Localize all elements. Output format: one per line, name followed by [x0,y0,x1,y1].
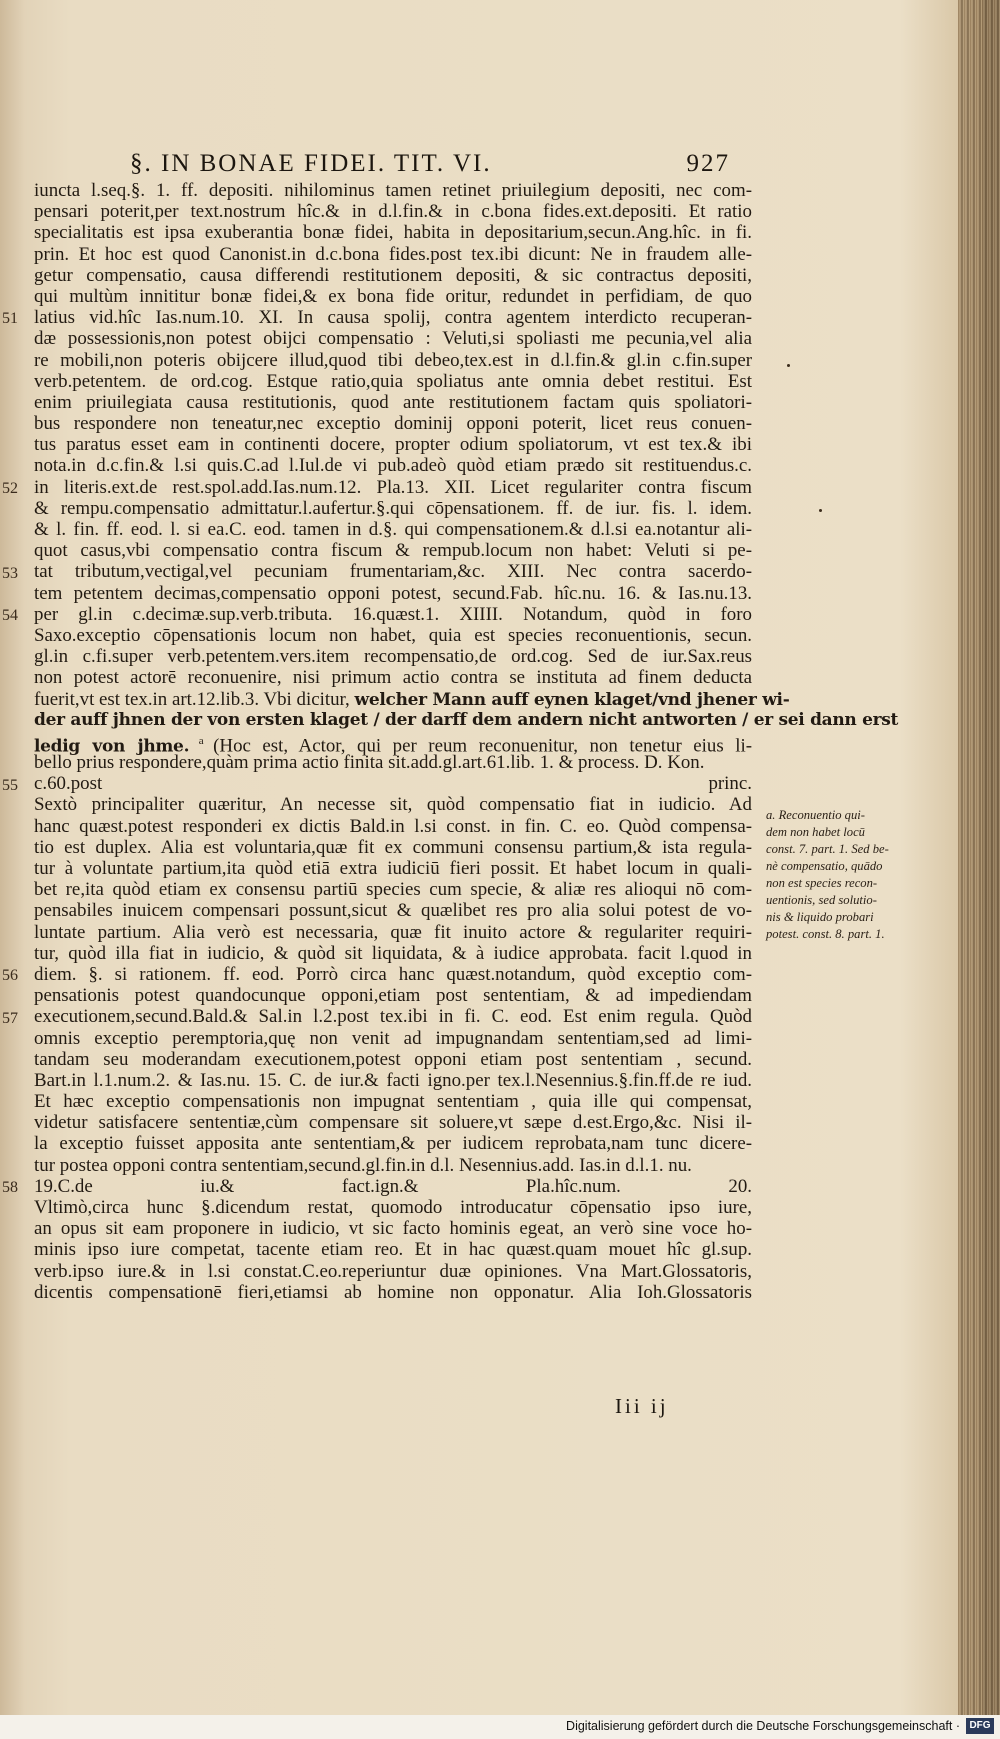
text-line: dicentis compensationē fieri,etiamsi ab homine non opponatur. Alia Ioh.Glossatoris [34,1281,752,1303]
text-line: tem petentem decimas,compensatio opponi potest, secund.Fab. hîc.nu. 16. & Ias.nu.13. [34,582,752,604]
marginal-note [766,807,944,943]
text-line: omnis exceptio peremptoria,quę non venit ad impugnandam sententiam,sed ad limi- [34,1027,752,1049]
marginal-note-line: nè compensatio, quādo [766,859,883,873]
text-line: nota.in d.c.fin.& l.si quis.C.ad l.Iul.de vi pub.adeò quòd etiam prædo sit restituendus.c. [34,455,752,477]
text-line [34,731,752,757]
text-line: luntate partium. Alia verò est necessaria, quæ fit inuito actore & regulariter requiri- [34,921,752,943]
ink-speck [819,509,822,512]
text-line: gl.in c.fi.super verb.petentem.vers.item recompensatio,de ord.cog. Sed de iur.Sax.reus [34,646,752,668]
text-line: la exceptio fuisset apposita ante sententiam,& per iudicem reprobata,nam tunc dicere- [34,1133,752,1155]
marginal-note-line: nis & liquido probari [766,910,874,924]
text-line: tur à voluntate partium,ita quòd etiā extra iudiciū fieri possit. Et habet locum in quali- [34,858,752,879]
footer-credit: Digitalisierung gefördert durch die Deutsche Forschungsgemeinschaft · [566,1719,960,1733]
text-line: enim priuilegiata causa restitutionis, quod ante restitutionem factam quis spoliatori- [34,391,752,413]
marginal-note-line: non est species recon- [766,876,878,890]
text-line: qui multùm innititur bonæ fidei,& ex bona fide oritur, redundet in perfidiam, de quo [34,285,752,307]
text-line-rest: (Hoc est, Actor, qui per reum reconuenitur, non tenetur eius li- [213,735,752,757]
text-line [34,688,790,710]
page-fore-edge [958,0,1000,1715]
text-line: bello prius respondere,quàm prima actio finita sit.add.gl.art.61.lib. 1. & process. D. Kon. [34,752,705,774]
text-line: Sextò principaliter quæritur, An necesse sit, quòd compensatio fiat in iudicio. Ad [34,794,752,816]
footnote-marker: a [189,734,214,747]
page-number: 927 [686,150,730,177]
margin-number: 51 [2,310,18,328]
text-line: an opus sit eam proponere in iudicio, vt sic facto hominis egeat, an verò sine voce ho- [34,1218,752,1240]
margin-number: 55 [2,776,18,794]
margin-number: 54 [2,607,18,624]
text-line: per gl.in c.decimæ.sup.verb.tributa. 16.quæst.1. XIIII. Notandum, quòd in foro [34,603,752,625]
german-quote: welcher Mann auff eynen klaget/vnd jhener wi- [354,689,790,710]
text-line: non potest actorē reconuenire, nisi primum actio contra se instituta ad finem deducta [34,667,752,689]
text-line: tandam seu moderandam executionem,potest opponi etiam post sententiam , secund. [34,1048,752,1070]
text-line: quot casus,vbi compensatio contra fiscum & rempub.locum non habet: Veluti si pe- [34,540,752,562]
dfg-logo: DFG [966,1718,994,1734]
text-line: bus respondere non teneatur,nec exceptio dominij opponi poterit, licet reus conuen- [34,413,752,435]
text-line: verb.ipso iure.& in l.si constat.C.eo.reperiuntur duæ opiniones. Vna Mart.Glossatoris, [34,1260,752,1282]
text-line: Vltimò,circa hunc §.dicendum restat, quomodo introducatur cōpensatio ipso iure, [34,1197,752,1218]
text-line: executionem,secund.Bald.& Sal.in l.2.post tex.ibi in fi. C. eod. Est enim regula. Quòd [34,1006,752,1028]
text-line: latius vid.hîc Ias.num.10. XI. In causa spolij, contra agentem interdicto recuperan- [34,307,752,329]
text-line: Bart.in l.1.num.2. & Ias.nu. 15. C. de iur.& facti igno.per tex.l.Nesennius.§.fin.ff.de re iud. [34,1069,752,1091]
text-line: prin. Et hoc est quod Canonist.in d.c.bona fides.post tex.ibi dicunt: Ne in fraudem alle- [34,243,752,265]
text-line: videtur satisfacere sententiæ,cùm compensare sit soluere,vt sæpe d.est.Ergo,&c. Nisi il- [34,1112,752,1134]
text-line: tur postea opponi contra sententiam,secund.gl.fin.in d.l. Nesennius.add. Ias.in d.l.1. nu. [34,1154,692,1176]
marginal-note-line: potest. const. 8. part. 1. [766,927,885,941]
text-line: der auff jhnen der von ersten klaget / der darff dem andern nicht antworten / er sei dann erst [34,709,899,730]
text-line: specialitatis est ipsa exuberantia bonæ fidei, habita in depositarium,secun.Ang.hîc. in fi. [34,222,752,244]
margin-number: 58 [2,1179,18,1197]
text-line: re mobili,non poteris obijcere illud,quod tibi debeo,tex.est in d.l.fin.& gl.in c.fin.super [34,349,752,371]
text-line: pensationis potest quandocunque opponi,etiam post sententiam, & ad impediendam [34,985,752,1007]
text-line: & rempu.compensatio admittatur.l.aufertur.§.qui cōpensationem. ff. de iur. fis. l. idem. [34,497,752,519]
text-line: & l. fin. ff. eod. l. si ea.C. eod. tamen in d.§. qui compensationem.& d.l.si ea.notantur ali- [34,519,752,540]
text-line: bet re,ita quòd etiam ex consensu partiū species cum specie, & aliæ res alioqui nō com- [34,879,752,901]
text-line: pensabiles inuicem compensari possunt,sicut & quælibet res pro alia solui potest de vo- [34,900,752,922]
running-header [130,150,730,182]
text-line: iuncta l.seq.§. 1. ff. depositi. nihilominus tamen retinet priuilegium depositi, nec com- [34,180,752,201]
text-line: 19.C.de iu.& fact.ign.& Pla.hîc.num. 20. [34,1175,752,1197]
margin-number: 57 [2,1009,18,1027]
margin-number: 53 [2,564,18,582]
german-quote: ledig von jhme. [34,736,190,757]
text-line: tus paratus esset eam in continenti docere, propter odium spoliatorum, vt est tex.& ibi [34,434,752,456]
signature-mark: Iii ij [615,1394,669,1418]
text-line: Et hæc exceptio compensationis non impugnat sententiam , quia ille qui compensat, [34,1091,752,1113]
text-line: getur compensatio, causa differendi restitutionem depositi, & sic contractus depositi, [34,264,752,286]
header-title: §. IN BONAE FIDEI. TIT. VI. [130,150,492,177]
text-line: dæ possessionis,non potest obijci compensatio : Veluti,si spoliasti me pecunia,vel alia [34,328,752,350]
text-line: hanc quæst.potest responderi ex dictis Bald.in l.si const. in fin. C. eo. Quòd compensa- [34,815,752,837]
marginal-note-line: const. 7. part. 1. Sed be- [766,842,889,856]
text-line: minis ipso iure competat, tacente etiam reo. Et in hac quæst.quam mouet hîc gl.sup. [34,1239,752,1261]
text-line: tio est duplex. Alia est voluntaria,quæ fit ex communi consensu partium,& ista regula- [34,836,752,858]
text-line: verb.petentem. de ord.cog. Estque ratio,quia spoliatus ante omnia debet restitui. Est [34,370,752,392]
margin-number: 56 [2,967,18,985]
text-line: tur, quòd illa fiat in iudicio, & quòd sit liquidata, & à iudice approbata. facit l.quod in [34,942,752,964]
marginal-note-line: dem non habet locū [766,825,865,839]
text-line: c.60.post princ. [34,773,752,795]
text-line: diem. §. si rationem. ff. eod. Porrò circa hanc quæst.notandum, quòd exceptio com- [34,963,752,985]
ink-speck [787,364,790,367]
margin-number: 52 [2,479,18,497]
margin-numbers [0,0,34,1715]
text-line: in literis.ext.de rest.spol.add.Ias.num.12. Pla.13. XII. Licet regulariter contra fiscum [34,476,752,498]
marginal-note-line: a. Reconuentio qui- [766,808,865,822]
footer-bar [0,1715,1000,1739]
marginal-note-line: uentionis, sed solutio- [766,893,877,907]
text-line-start: fuerit,vt est tex.in art.12.lib.3. Vbi dicitur, [34,688,355,710]
text-line: pensari poterit,per text.nostrum hîc.& in d.l.fin.& in c.bona fides.ext.depositi. Et ratio [34,201,752,223]
text-line: Saxo.exceptio cōpensationis locum non habet, quia est species reconuentionis, secun. [34,624,752,646]
text-line: tat tributum,vectigal,vel pecuniam frumentariam,&c. XIII. Nec contra sacerdo- [34,561,752,583]
